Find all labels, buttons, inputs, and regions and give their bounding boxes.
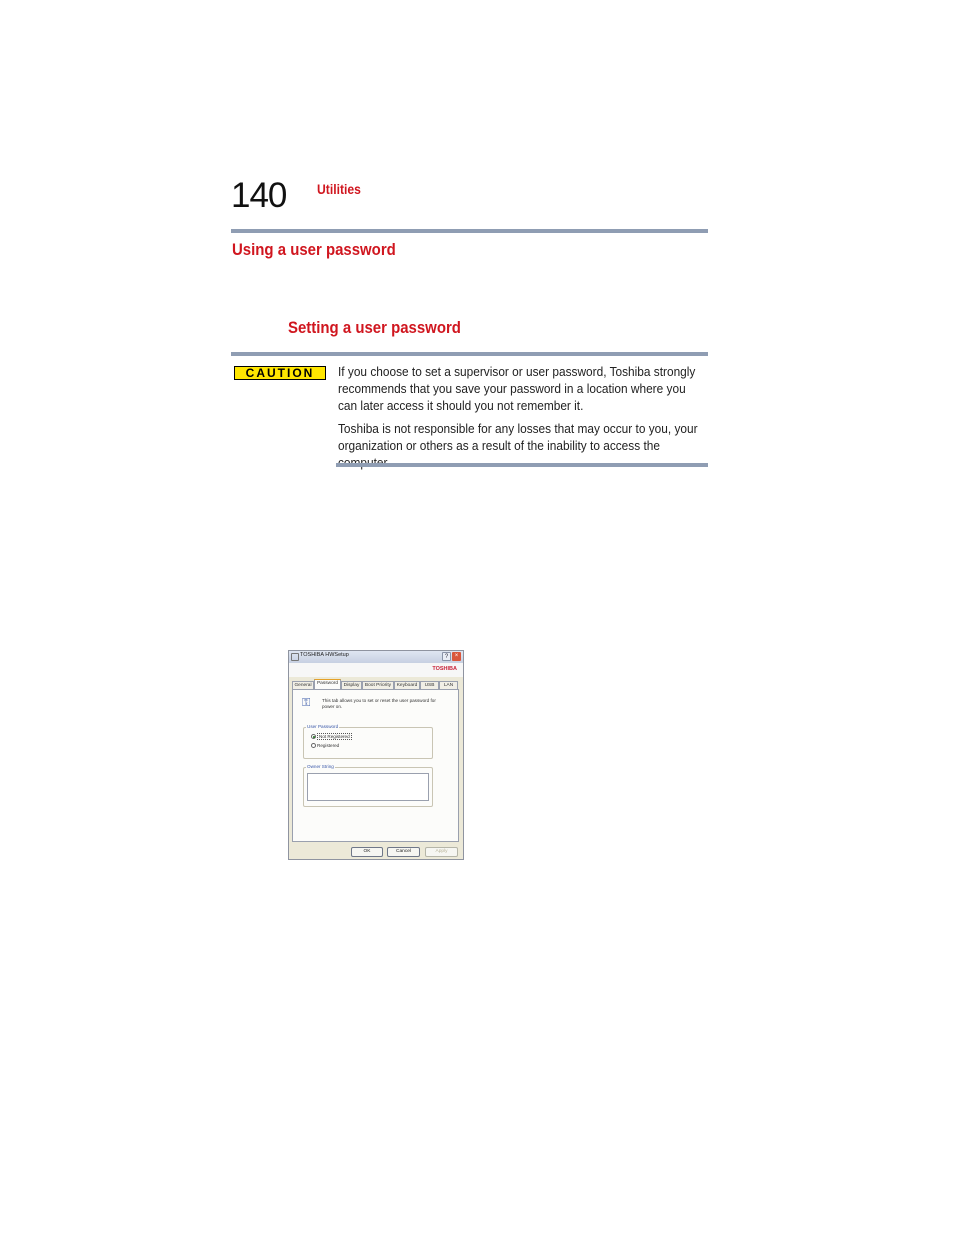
tab-general[interactable]: General bbox=[292, 681, 314, 689]
close-button[interactable]: × bbox=[452, 652, 461, 661]
panel-description: This tab allows you to set or reset the user password for power on. bbox=[322, 698, 436, 709]
tab-keyboard[interactable]: Keyboard bbox=[394, 681, 420, 689]
hwsetup-dialog bbox=[288, 650, 464, 860]
chapter-title: Utilities bbox=[317, 182, 361, 197]
tab-boot-priority[interactable]: Boot Priority bbox=[362, 681, 394, 689]
owner-string-group-label: Owner String bbox=[307, 764, 334, 769]
apply-button[interactable]: Apply bbox=[425, 847, 458, 857]
caution-paragraph-2: Toshiba is not responsible for any losses that may occur to you, your organization or others as a result of the inability to access the bbox=[338, 421, 698, 453]
tab-lan[interactable]: LAN bbox=[439, 681, 458, 689]
radio-indicator[interactable] bbox=[311, 734, 316, 739]
caution-bottom-rule bbox=[336, 463, 708, 467]
tab-display[interactable]: Display bbox=[341, 681, 362, 689]
key-icon: ⚿ bbox=[302, 697, 311, 709]
ok-button[interactable]: OK bbox=[351, 847, 383, 857]
owner-string-textarea[interactable] bbox=[307, 773, 429, 801]
caution-badge: CAUTION bbox=[234, 366, 326, 380]
radio-not-registered[interactable] bbox=[311, 734, 352, 739]
radio-registered[interactable] bbox=[311, 743, 339, 748]
subsection-heading: Setting a user password bbox=[288, 318, 461, 337]
help-button[interactable]: ? bbox=[442, 652, 451, 661]
caution-top-rule bbox=[231, 352, 708, 356]
radio-registered-label: Registered bbox=[317, 743, 340, 748]
brand-logo: TOSHIBA bbox=[432, 666, 457, 672]
app-icon bbox=[291, 653, 299, 661]
user-password-group-label: User Password bbox=[307, 724, 339, 729]
dialog-title: TOSHIBA HWSetup bbox=[300, 652, 349, 658]
radio-indicator[interactable] bbox=[311, 743, 316, 748]
page-number: 140 bbox=[231, 176, 287, 215]
section-heading: Using a user password bbox=[232, 240, 396, 259]
tab-password[interactable]: Password bbox=[314, 679, 341, 689]
header-rule bbox=[231, 229, 708, 233]
radio-not-registered-label: Not Registered bbox=[319, 734, 350, 739]
caution-paragraph-1: If you choose to set a supervisor or user password, Toshiba strongly recommends that you save your password in a location where you can later access it should you not remember it. bbox=[338, 364, 696, 413]
dialog-titlebar bbox=[289, 651, 463, 663]
tab-usb[interactable]: USB bbox=[420, 681, 439, 689]
cancel-button[interactable]: Cancel bbox=[387, 847, 420, 857]
